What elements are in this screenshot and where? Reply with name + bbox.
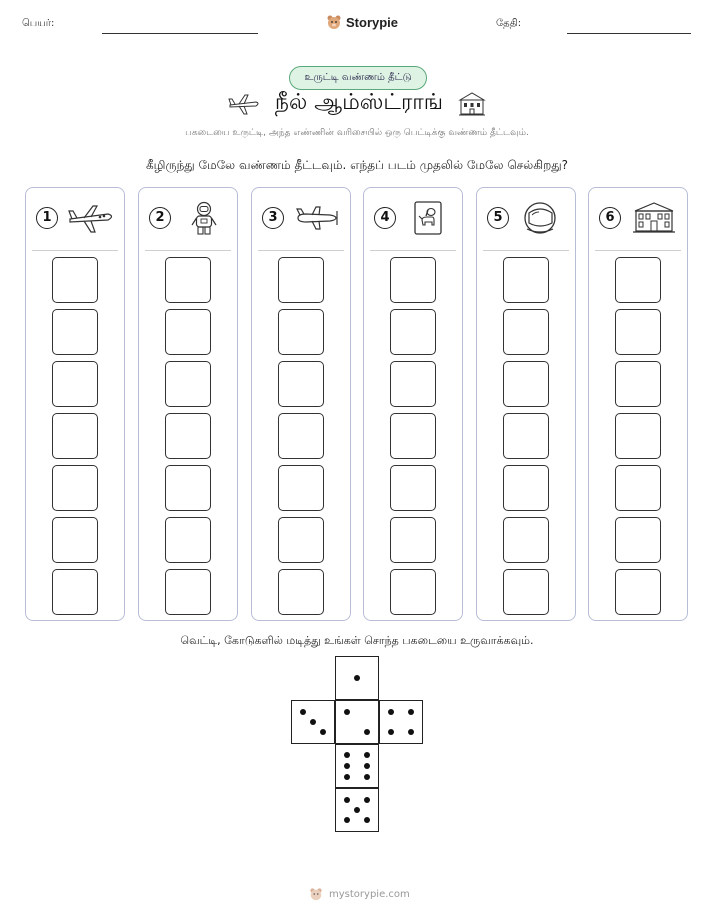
astronaut-icon	[179, 201, 229, 235]
column-divider	[145, 250, 231, 251]
airplane-icon	[227, 91, 261, 117]
pip	[344, 763, 350, 769]
color-box[interactable]	[390, 361, 436, 407]
dog-card-icon	[404, 201, 454, 235]
title-row	[0, 90, 714, 118]
color-box[interactable]	[503, 309, 549, 355]
column-3	[251, 187, 351, 621]
color-box[interactable]	[615, 465, 661, 511]
color-box[interactable]	[390, 517, 436, 563]
column-number: 3	[262, 207, 284, 229]
color-box[interactable]	[390, 257, 436, 303]
pip	[364, 729, 370, 735]
color-box[interactable]	[278, 569, 324, 615]
color-box[interactable]	[615, 309, 661, 355]
die-face-5	[335, 788, 379, 832]
cut-fold-instruction: வெட்டி, கோடுகளில் மடித்து உங்கள் சொந்த பகடையை உருவாக்கவும்.	[180, 634, 534, 647]
pip	[364, 817, 370, 823]
color-box[interactable]	[278, 517, 324, 563]
pip	[364, 763, 370, 769]
pip	[364, 774, 370, 780]
die-face-1	[335, 656, 379, 700]
color-box[interactable]	[503, 569, 549, 615]
color-box[interactable]	[615, 569, 661, 615]
date-line[interactable]	[567, 33, 691, 34]
pip	[388, 709, 394, 715]
color-box[interactable]	[278, 465, 324, 511]
brand-name: Storypie	[346, 14, 399, 30]
pip	[344, 752, 350, 758]
pip	[408, 709, 414, 715]
color-box[interactable]	[503, 257, 549, 303]
name-line[interactable]	[102, 33, 258, 34]
color-box[interactable]	[165, 309, 211, 355]
brand-logo	[326, 14, 398, 30]
color-box[interactable]	[278, 309, 324, 355]
pip	[354, 807, 360, 813]
pip	[388, 729, 394, 735]
column-divider	[370, 250, 456, 251]
color-box[interactable]	[52, 257, 98, 303]
column-number: 1	[36, 207, 58, 229]
color-box[interactable]	[165, 569, 211, 615]
die-face-4	[379, 700, 423, 744]
color-box[interactable]	[52, 413, 98, 459]
name-label: பெயர்:	[22, 18, 55, 29]
pip	[310, 719, 316, 725]
pip	[300, 709, 306, 715]
die-face-2	[335, 700, 379, 744]
column-number: 6	[599, 207, 621, 229]
pip	[354, 675, 360, 681]
color-box[interactable]	[615, 413, 661, 459]
subtitle: பகடையை உருட்டி, அந்த எண்ணின் வரிசையில் ஒரு பெட்டிக்கு வண்ணம் தீட்டவும்.	[185, 128, 529, 138]
pip	[408, 729, 414, 735]
color-box[interactable]	[52, 309, 98, 355]
question: கீழிருந்து மேலே வண்ணம் தீட்டவும். எந்தப் படம் முதலில் மேலே செல்கிறது?	[145, 158, 569, 172]
date-label: தேதி:	[496, 18, 522, 29]
footer	[309, 887, 410, 901]
color-box[interactable]	[165, 257, 211, 303]
color-box[interactable]	[390, 569, 436, 615]
color-box[interactable]	[52, 465, 98, 511]
page-title: நீல் ஆம்ஸ்ட்ராங்	[274, 90, 444, 115]
small-plane-icon	[292, 201, 342, 235]
pip	[344, 774, 350, 780]
color-box[interactable]	[278, 361, 324, 407]
color-box[interactable]	[165, 517, 211, 563]
bear-logo-icon	[326, 14, 342, 30]
color-box[interactable]	[52, 569, 98, 615]
column-6	[588, 187, 688, 621]
color-box[interactable]	[503, 413, 549, 459]
column-number: 2	[149, 207, 171, 229]
color-box[interactable]	[503, 465, 549, 511]
color-box[interactable]	[615, 257, 661, 303]
column-divider	[483, 250, 569, 251]
color-box[interactable]	[503, 517, 549, 563]
pip	[344, 817, 350, 823]
color-box[interactable]	[503, 361, 549, 407]
space-helmet-icon	[517, 201, 567, 235]
pip	[344, 797, 350, 803]
color-box[interactable]	[615, 517, 661, 563]
column-number: 4	[374, 207, 396, 229]
color-box[interactable]	[165, 465, 211, 511]
pip	[344, 709, 350, 715]
airplane-icon	[66, 201, 116, 235]
column-2	[138, 187, 238, 621]
building-icon	[629, 201, 679, 235]
color-box[interactable]	[165, 413, 211, 459]
color-box[interactable]	[390, 309, 436, 355]
activity-pill: உருட்டி வண்ணம் தீட்டு	[289, 66, 427, 90]
color-box[interactable]	[615, 361, 661, 407]
footer-url[interactable]: mystorypie.com	[329, 888, 410, 900]
building-icon	[457, 91, 487, 117]
column-divider	[32, 250, 118, 251]
color-box[interactable]	[278, 257, 324, 303]
pip	[320, 729, 326, 735]
color-box[interactable]	[278, 413, 324, 459]
bear-logo-icon	[309, 887, 323, 901]
color-box[interactable]	[390, 465, 436, 511]
color-box[interactable]	[390, 413, 436, 459]
color-box[interactable]	[52, 361, 98, 407]
die-face-6	[335, 744, 379, 788]
pip	[364, 797, 370, 803]
column-divider	[258, 250, 344, 251]
color-box[interactable]	[52, 517, 98, 563]
column-number: 5	[487, 207, 509, 229]
column-1	[25, 187, 125, 621]
pip	[364, 752, 370, 758]
column-5	[476, 187, 576, 621]
column-divider	[595, 250, 681, 251]
color-box[interactable]	[165, 361, 211, 407]
die-face-3	[291, 700, 335, 744]
column-4	[363, 187, 463, 621]
